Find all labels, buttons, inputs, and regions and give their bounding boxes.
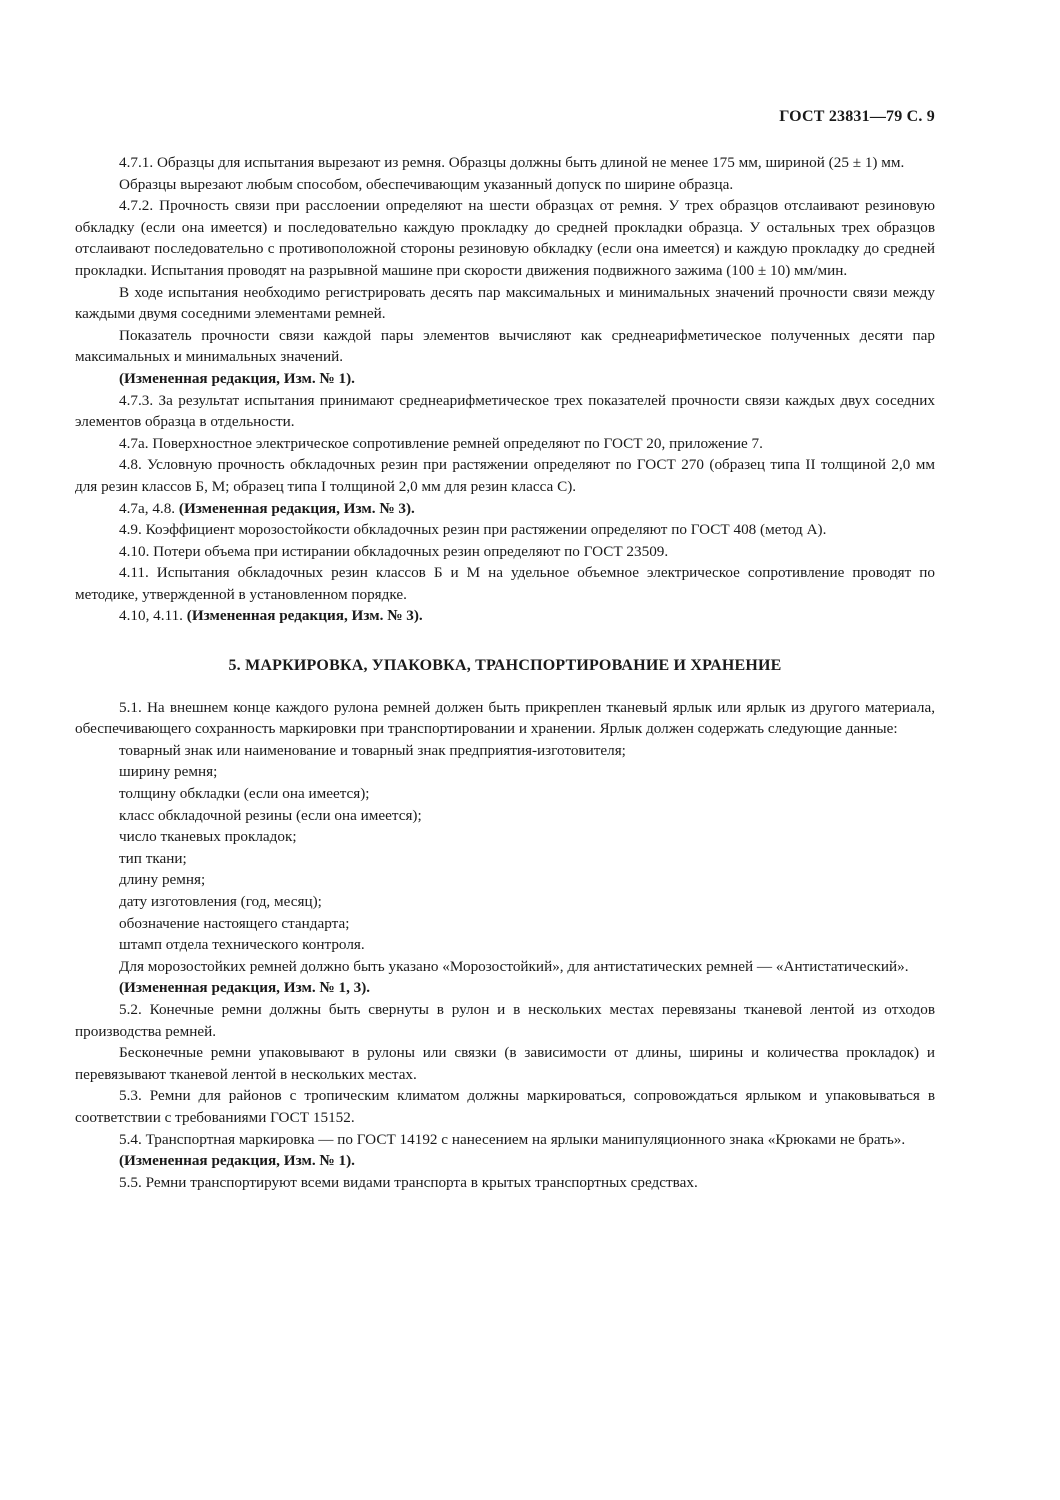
list-item: длину ремня;: [119, 871, 206, 889]
section-title: 5. МАРКИРОВКА, УПАКОВКА, ТРАНСПОРТИРОВАНИЕ И ХРАНЕНИЕ: [228, 657, 782, 675]
list-item: штамп отдела технического контроля.: [119, 936, 365, 954]
paragraph-4-8: 4.8. Условную прочность обкладочных резин при растяжении определяют по ГОСТ 270 (образец типа II толщиной 2,0 мм для резин классов Б, М; образец типа I толщиной 2,0 мм для резин класса С).: [75, 456, 935, 495]
list-item: обозначение настоящего стандарта;: [119, 914, 350, 932]
paragraph-4-7-2: 4.7.2. Прочность связи при расслоении определяют на шести образцах от ремня. У трех образцов отслаивают резиновую обкладку (если она имеется) и последовательно каждую прокладку до средней прокладки образца. У остальных трех образцов отслаивают последовательно с противоположной стороны резиновую обкладку (если она имеется) и каждую прокладку до средней прокладки. Испытания проводят на разрывной машине при скорости движения подвижного зажима (100 ± 10) мм/мин.: [75, 197, 935, 279]
document-body: [75, 152, 935, 1193]
amendment-prefix: 4.7а, 4.8.: [119, 499, 176, 517]
amendment-note: (Измененная редакция, Изм. № 1).: [119, 1152, 355, 1170]
paragraph-4-7a: 4.7а. Поверхностное электрическое сопротивление ремней определяют по ГОСТ 20, приложение 7.: [119, 434, 763, 452]
paragraph-5-4: 5.4. Транспортная маркировка — по ГОСТ 14192 с нанесением на ярлыки манипуляционного знака «Крюками не брать».: [119, 1130, 906, 1148]
paragraph-4-10: 4.10. Потери объема при истирании обкладочных резин определяют по ГОСТ 23509.: [119, 542, 669, 560]
amendment-note: (Измененная редакция, Изм. № 1, 3).: [119, 979, 371, 997]
list-item: дату изготовления (год, месяц);: [119, 893, 322, 910]
paragraph-5-5: 5.5. Ремни транспортируют всеми видами транспорта в крытых транспортных средствах.: [119, 1173, 698, 1191]
paragraph-5-1: 5.1. На внешнем конце каждого рулона ремней должен быть прикреплен тканевый ярлык или ярлык из другого материала, обеспечивающего сохранность маркировки при транспортировании и хранении. Ярлык должен содержать следующие данные:: [75, 698, 935, 738]
paragraph-frost-resistant: Для морозостойких ремней должно быть указано «Морозостойкий», для антистатических ремней — «Антистатический».: [119, 957, 909, 975]
paragraph-4-7-3: 4.7.3. За результат испытания принимают среднеарифметическое трех показателей прочности связи каждых двух соседних элементов образца в отдельности.: [75, 391, 935, 431]
amendment-prefix: 4.10, 4.11.: [119, 607, 183, 625]
amendment-text: (Измененная редакция, Изм. № 3).: [178, 499, 415, 517]
paragraph-5-2: 5.2. Конечные ремни должны быть свернуты в рулон и в нескольких местах перевязаны тканевой лентой из отходов производства ремней.: [75, 1000, 935, 1040]
paragraph-5-3: 5.3. Ремни для районов с тропическим климатом должны маркироваться, сопровождаться ярлыком и упаковываться в соответствии с требованиями ГОСТ 15152.: [75, 1087, 935, 1126]
amendment-note: (Измененная редакция, Изм. № 1).: [119, 369, 355, 387]
paragraph-5-2-endless: Бесконечные ремни упаковывают в рулоны или связки (в зависимости от длины, ширины и количества прокладок) и перевязывают тканевой лентой в нескольких местах.: [75, 1044, 935, 1083]
amendment-note: [75, 605, 935, 627]
list-item: класс обкладочной резины (если она имеется);: [119, 806, 422, 824]
amendment-text: (Измененная редакция, Изм. № 3).: [186, 607, 423, 625]
paragraph-4-7-2-register: В ходе испытания необходимо регистрировать десять пар максимальных и минимальных значений прочности связи между каждыми двумя соседними элементами ремней.: [75, 283, 935, 323]
amendment-note: [75, 498, 935, 520]
paragraph-4-7-2-calc: Показатель прочности связи каждой пары элементов вычисляют как среднеарифметическое полученных десяти пар максимальных и минимальных значений.: [75, 326, 935, 366]
paragraph-4-9: 4.9. Коэффициент морозостойкости обкладочных резин при растяжении определяют по ГОСТ 408 (метод А).: [119, 521, 827, 539]
list-item: товарный знак или наименование и товарный знак предприятия-изготовителя;: [119, 741, 626, 759]
list-item: число тканевых прокладок;: [119, 828, 297, 846]
paragraph-4-7-1: 4.7.1. Образцы для испытания вырезают из ремня. Образцы должны быть длиной не менее 175 мм, шириной (25 ± 1) мм.: [119, 154, 905, 171]
list-item: толщину обкладки (если она имеется);: [119, 785, 370, 803]
paragraph-4-7-1-cut: Образцы вырезают любым способом, обеспечивающим указанный допуск по ширине образца.: [119, 175, 734, 193]
list-item: ширину ремня;: [119, 763, 218, 781]
list-item: тип ткани;: [119, 849, 187, 867]
page-header: ГОСТ 23831—79 С. 9: [779, 108, 935, 125]
paragraph-4-11: 4.11. Испытания обкладочных резин классов Б и М на удельное объемное электрическое сопротивление проводят по методике, утвержденной в установленном порядке.: [75, 564, 935, 603]
